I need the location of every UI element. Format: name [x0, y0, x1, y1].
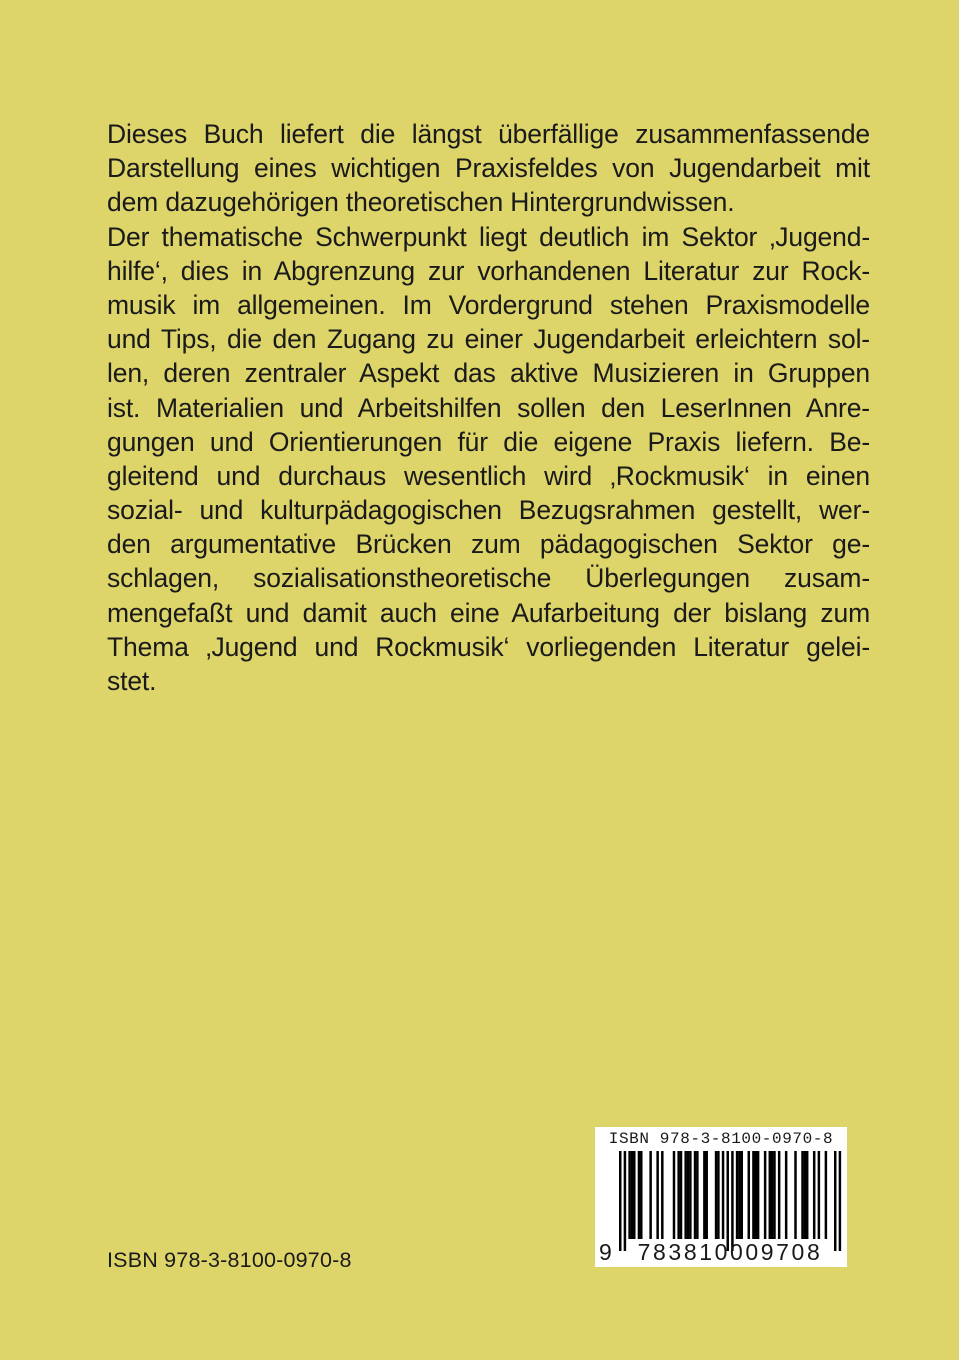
barcode-guard-bar [731, 1151, 733, 1251]
barcode-bar [794, 1151, 796, 1239]
barcode-bar [640, 1151, 642, 1239]
barcode-guard-bar [624, 1151, 626, 1251]
barcode-bar [689, 1151, 691, 1239]
blurb-line: Dieses Buch liefert die längst überfällige zusammenfassende [107, 119, 870, 149]
barcode-bar [801, 1151, 803, 1239]
barcode-bar [677, 1151, 679, 1239]
barcode-bar [649, 1151, 651, 1239]
blurb-line: hilfe‘, dies in Abgrenzung zur vorhandenen Literatur zur Rock- [107, 255, 870, 286]
blurb-line: Darstellung eines wichtigen Praxisfeldes von Jugendarbeit mit [107, 153, 870, 184]
barcode-bar [813, 1151, 815, 1239]
barcode-bar [764, 1151, 766, 1239]
blurb-line: sozial- und kulturpädagogischen Bezugsrahmen gestellt, wer- [107, 495, 870, 526]
barcode-guard-bar [726, 1151, 728, 1251]
barcode-bar [748, 1151, 750, 1239]
barcode-bar [738, 1151, 740, 1239]
blurb-line: und Tips, die den Zugang zu einer Jugendarbeit erleichtern sol- [107, 324, 870, 355]
barcode-bar [705, 1151, 707, 1239]
barcode-bar [785, 1151, 787, 1239]
blurb-line: dem dazugehörigen theoretischen Hintergrundwissen. [107, 187, 735, 218]
barcode-bar [680, 1151, 682, 1239]
barcode-guard-bar [834, 1151, 836, 1251]
blurb-line: len, deren zentraler Aspekt das aktive Musizieren in Gruppen [107, 358, 870, 389]
barcode-bar [773, 1151, 775, 1239]
barcode-bar [778, 1151, 780, 1239]
barcode-guard-bar [839, 1151, 841, 1251]
barcode-isbn-label: ISBN 978-3-8100-0970-8 [608, 1130, 834, 1148]
blurb-line: ist. Materialien und Arbeitshilfen sollen den LeserInnen Anre- [107, 392, 870, 423]
barcode-bar [633, 1151, 635, 1239]
barcode-bar [638, 1151, 640, 1239]
barcode-bar [687, 1151, 689, 1239]
barcode-bar [684, 1151, 686, 1239]
barcode-bar [757, 1151, 759, 1239]
isbn-label: ISBN 978-3-8100-0970-8 [107, 1248, 352, 1272]
barcode-first-digit: 9 [599, 1239, 612, 1265]
barcode-bar [703, 1151, 705, 1239]
barcode-guard-bar [619, 1151, 621, 1251]
barcode-rest-digits: 783810009708 [637, 1239, 823, 1265]
barcode-bar [628, 1151, 630, 1239]
barcode-bar [755, 1151, 757, 1239]
barcode-bar [661, 1151, 663, 1239]
barcode-bar [631, 1151, 633, 1239]
barcode-bar [825, 1151, 827, 1239]
barcode-bar [741, 1151, 743, 1239]
barcode-bar [656, 1151, 658, 1239]
blurb-line: Der thematische Schwerpunkt liegt deutlich im Sektor ‚Jugend- [107, 221, 870, 252]
barcode-bar [771, 1151, 773, 1239]
barcode-digits [595, 1239, 847, 1265]
barcode-bar [694, 1151, 696, 1239]
barcode-bar [717, 1151, 719, 1239]
blurb-line: den argumentative Brücken zum pädagogischen Sektor ge- [107, 529, 870, 560]
blurb-line: stet. [107, 666, 157, 696]
blurb-line: gungen und Orientierungen für die eigene Praxis liefern. Be- [107, 426, 870, 457]
barcode-bar [804, 1151, 806, 1239]
blurb-text [107, 117, 870, 698]
blurb-line: Thema ‚Jugend und Rockmusik‘ vorliegenden Literatur gelei- [107, 631, 870, 662]
blurb-line: schlagen, sozialisationstheoretische Überlegungen zusam- [107, 563, 870, 594]
barcode-bar [769, 1151, 771, 1239]
barcode-bar [818, 1151, 820, 1239]
barcode-bar [673, 1151, 675, 1239]
isbn-barcode [595, 1127, 847, 1267]
barcode-bar [752, 1151, 754, 1239]
barcode-bar [696, 1151, 698, 1239]
barcode-bar [722, 1151, 724, 1239]
blurb-line: gleitend und durchaus wesentlich wird ‚Rockmusik‘ in einen [107, 460, 870, 491]
blurb-line: musik im allgemeinen. Im Vordergrund stehen Praxismodelle [107, 289, 870, 320]
barcode-bar [736, 1151, 738, 1239]
barcode-bar [715, 1151, 717, 1239]
barcode-bar [806, 1151, 808, 1239]
blurb-line: mengefaßt und damit auch eine Aufarbeitung der bislang zum [107, 597, 870, 628]
